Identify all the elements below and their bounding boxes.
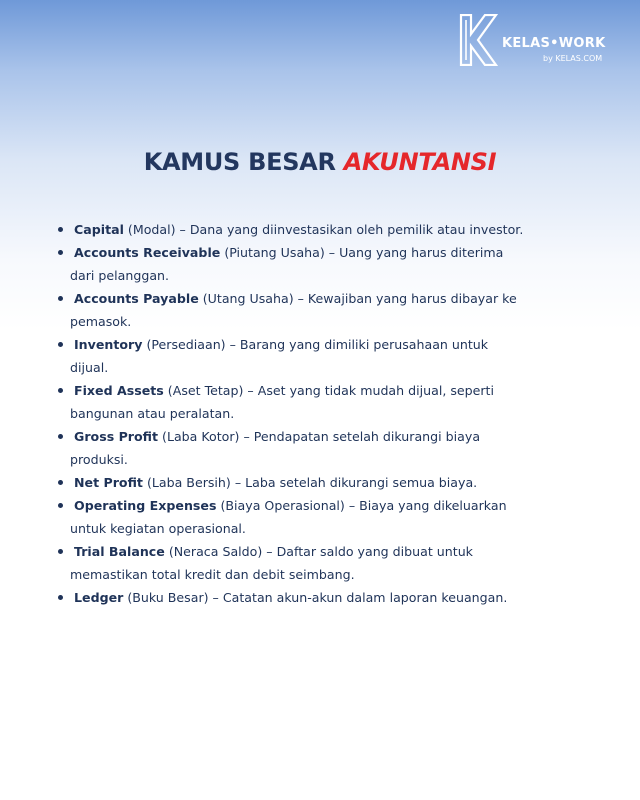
term-definition: (Biaya Operasional) – Biaya yang dikeluarkan: [216, 498, 507, 513]
term-definition: (Modal) – Dana yang diinvestasikan oleh pemilik atau investor.: [123, 222, 524, 237]
term-definition: (Laba Kotor) – Pendapatan setelah dikurangi biaya: [158, 429, 481, 444]
term-definition: (Buku Besar) – Catatan akun-akun dalam laporan keuangan.: [123, 590, 508, 605]
list-item: [58, 586, 578, 609]
term-name: Gross Profit: [74, 429, 159, 444]
term-name: Capital: [74, 222, 124, 237]
list-item: [58, 494, 578, 540]
title-part-1: KAMUS BESAR: [143, 148, 336, 176]
brand-name: KELAS•WORK: [502, 36, 606, 51]
brand-logo: [458, 14, 628, 70]
bullet-icon: [58, 595, 63, 600]
brand-byline: by KELAS.COM: [543, 54, 603, 63]
k-logo-icon: [458, 14, 498, 66]
term-definition: (Neraca Saldo) – Daftar saldo yang dibuat untuk: [164, 544, 473, 559]
list-item: [58, 333, 578, 379]
term-name: Accounts Receivable: [74, 245, 221, 260]
term-definition: (Persediaan) – Barang yang dimiliki perusahaan untuk: [142, 337, 489, 352]
list-item: [58, 379, 578, 425]
term-definition-cont: produksi.: [70, 452, 128, 467]
term-definition-cont: dari pelanggan.: [70, 268, 170, 283]
term-name: Fixed Assets: [74, 383, 164, 398]
term-definition: (Laba Bersih) – Laba setelah dikurangi semua biaya.: [142, 475, 478, 490]
bullet-icon: [58, 503, 63, 508]
bullet-icon: [58, 296, 63, 301]
title-part-2: AKUNTANSI: [343, 148, 497, 176]
bullet-icon: [58, 342, 63, 347]
term-name: Trial Balance: [74, 544, 165, 559]
list-item: [58, 218, 578, 241]
bullet-icon: [58, 480, 63, 485]
bullet-icon: [58, 250, 63, 255]
bullet-icon: [58, 388, 63, 393]
term-definition-cont: pemasok.: [70, 314, 132, 329]
term-definition-cont: dijual.: [70, 360, 109, 375]
term-name: Inventory: [74, 337, 143, 352]
list-item: [58, 540, 578, 586]
list-item: [58, 287, 578, 333]
term-definition-cont: untuk kegiatan operasional.: [70, 521, 246, 536]
list-item: [58, 471, 578, 494]
term-definition-cont: bangunan atau peralatan.: [70, 406, 235, 421]
list-item: [58, 425, 578, 471]
bullet-icon: [58, 434, 63, 439]
term-definition: (Piutang Usaha) – Uang yang harus diterima: [220, 245, 504, 260]
term-name: Net Profit: [74, 475, 143, 490]
list-item: [58, 241, 578, 287]
term-name: Accounts Payable: [74, 291, 199, 306]
term-definition: (Aset Tetap) – Aset yang tidak mudah dijual, seperti: [163, 383, 494, 398]
term-definition-cont: memastikan total kredit dan debit seimbang.: [70, 567, 355, 582]
term-definition: (Utang Usaha) – Kewajiban yang harus dibayar ke: [198, 291, 517, 306]
bullet-icon: [58, 227, 63, 232]
term-list: [58, 218, 578, 609]
term-name: Ledger: [74, 590, 124, 605]
page-title: [0, 148, 640, 176]
term-name: Operating Expenses: [74, 498, 217, 513]
bullet-icon: [58, 549, 63, 554]
